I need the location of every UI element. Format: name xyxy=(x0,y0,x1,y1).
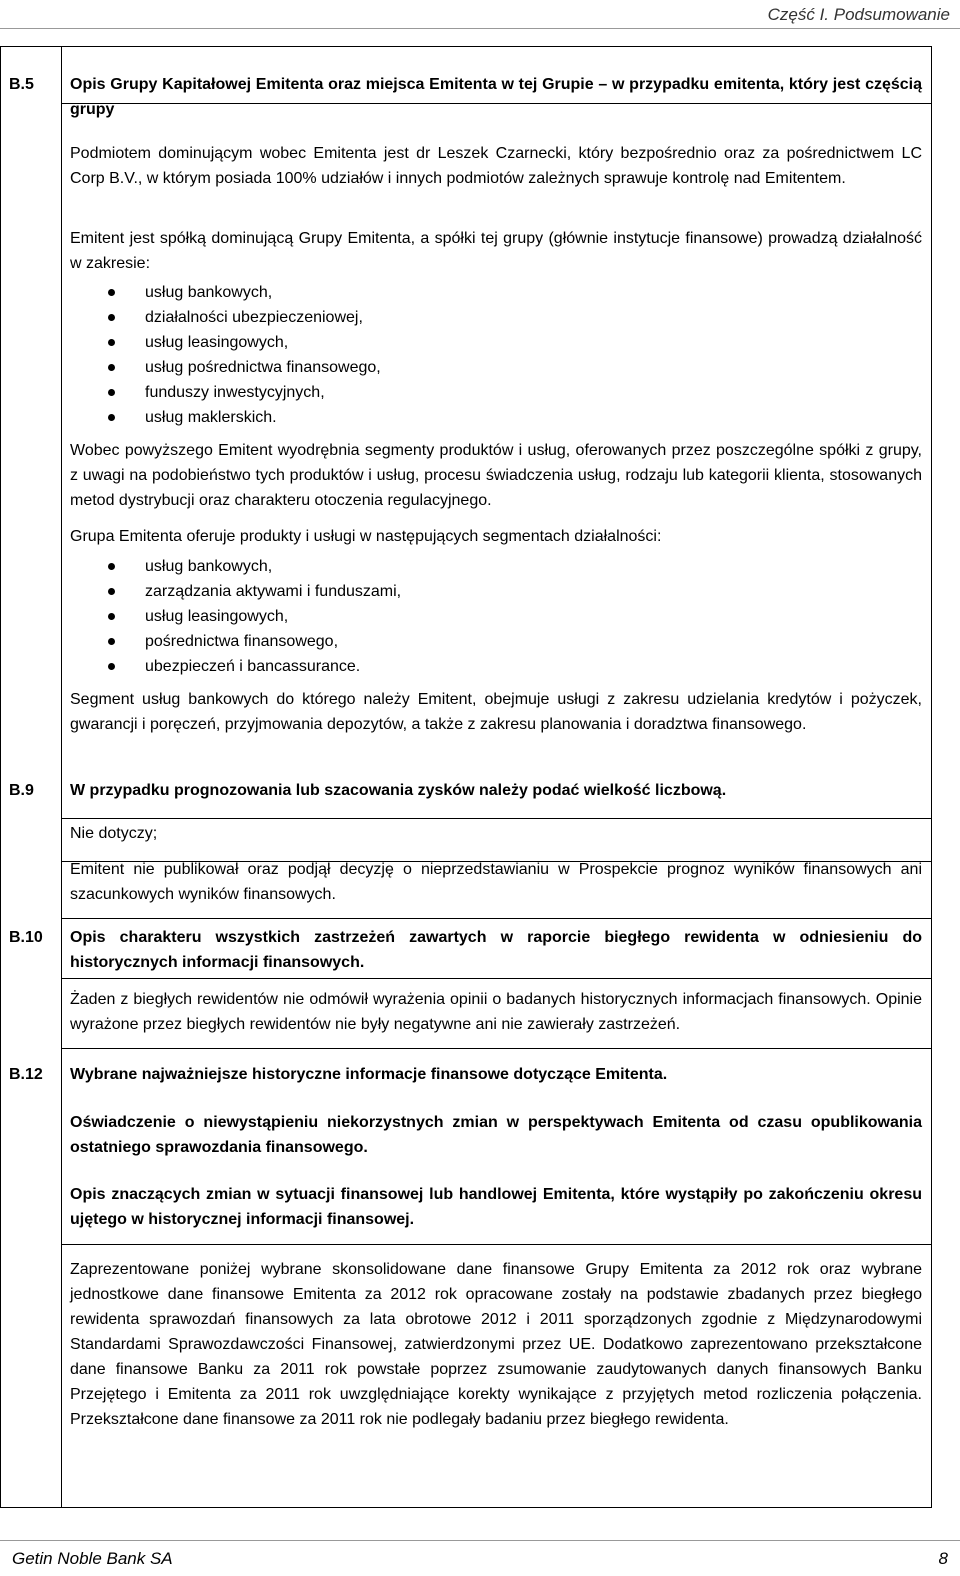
footer-divider xyxy=(0,1540,960,1541)
bullet-list-segments xyxy=(70,554,922,679)
row-divider xyxy=(61,1048,931,1049)
list-item: ubezpieczeń i bancassurance. xyxy=(70,654,922,679)
list-item: działalności ubezpieczeniowej, xyxy=(70,305,922,330)
subheading: Oświadczenie o niewystąpieniu niekorzystnych zmian w perspektywach Emitenta od czasu opublikowania ostatniego sprawozdania finansowego. xyxy=(70,1114,922,1156)
list-item: usług leasingowych, xyxy=(70,604,922,629)
section-code-b12: B.12 xyxy=(9,1066,43,1083)
section-header: Część I. Podsumowanie xyxy=(767,5,950,24)
paragraph: Emitent nie publikował oraz podjął decyzję o nieprzedstawianiu w Prospekcie prognoz wyników finansowych ani szacunkowych wyników finansowych. xyxy=(70,861,922,903)
list-item: pośrednictwa finansowego, xyxy=(70,629,922,654)
section-title-b12: Wybrane najważniejsze historyczne informacje finansowe dotyczące Emitenta. xyxy=(70,1066,668,1083)
footer-company: Getin Noble Bank SA xyxy=(12,1549,173,1568)
list-item: usług pośrednictwa finansowego, xyxy=(70,355,922,380)
list-item: usług bankowych, xyxy=(70,280,922,305)
row-divider xyxy=(61,918,931,919)
row-divider xyxy=(61,1244,931,1245)
section-code-b9: B.9 xyxy=(9,782,34,799)
paragraph: Emitent jest spółką dominującą Grupy Emitenta, a spółki tej grupy (głównie instytucje finansowe) prowadzą działalność w zakresie: xyxy=(70,230,922,272)
column-divider xyxy=(61,47,62,1507)
paragraph: Żaden z biegłych rewidentów nie odmówił wyrażenia opinii o badanych historycznych informacjach finansowych. Opinie wyrażone przez biegłych rewidentów nie były negatywne ani nie zawierały zastrzeżeń. xyxy=(70,991,922,1033)
section-code-b5: B.5 xyxy=(9,76,34,93)
list-item: usług maklerskich. xyxy=(70,405,922,430)
list-item: zarządzania aktywami i funduszami, xyxy=(70,579,922,604)
page-number: 8 xyxy=(938,1549,948,1568)
row-divider xyxy=(61,978,931,979)
header-divider xyxy=(0,28,960,29)
paragraph: Grupa Emitenta oferuje produkty i usługi w następujących segmentach działalności: xyxy=(70,528,662,545)
paragraph: Nie dotyczy; xyxy=(70,825,158,842)
subheading: Opis znaczących zmian w sytuacji finansowej lub handlowej Emitenta, które wystąpiły po zakończeniu okresu ujętego w historycznej informacji finansowej. xyxy=(70,1186,922,1228)
paragraph: Zaprezentowane poniżej wybrane skonsolidowane dane finansowe Grupy Emitenta za 2012 rok oraz wybrane jednostkowe dane finansowe Emitenta za 2012 rok opracowane zostały na podstawie zbadanych przez biegłego rewidenta sprawozdań finansowych za lata obrotowe 2012 i 2011 sporządzonych zgodnie z Międzynarodowymi Standardami Sprawozdawczości Finansowej, zatwierdzonymi przez UE. Dodatkowo zaprezentowano przekształcone dane finansowe Banku za 2011 rok powstałe poprzez zsumowanie zaudytowanych danych finansowych Banku Przejętego i Emitenta za 2011 rok uwzględniające korekty wynikające z przyjętych metod rozliczenia połączenia. Przekształcone dane finansowe za 2011 rok nie podlegały badaniu przez biegłego rewidenta. xyxy=(70,1261,922,1428)
row-divider xyxy=(61,818,931,819)
section-title-b5: Opis Grupy Kapitałowej Emitenta oraz miejsca Emitenta w tej Grupie – w przypadku emitenta, który jest częścią grupy xyxy=(70,76,922,118)
paragraph: Segment usług bankowych do którego należy Emitent, obejmuje usługi z zakresu udzielania kredytów i pożyczek, gwarancji i poręczeń, przyjmowania depozytów, a także z zakresu planowania i doradztwa finansowego. xyxy=(70,691,922,733)
paragraph: Wobec powyższego Emitent wyodrębnia segmenty produktów i usług, oferowanych przez poszczególne spółki z grupy, z uwagi na podobieństwo tych produktów i usług, procesu świadczenia usług, rodzaju lub kategorii klienta, stosowanych metod dystrybucji oraz charakteru otoczenia regulacyjnego. xyxy=(70,442,922,509)
paragraph: Podmiotem dominującym wobec Emitenta jest dr Leszek Czarnecki, który bezpośrednio oraz za pośrednictwem LC Corp B.V., w którym posiada 100% udziałów i innych podmiotów zależnych sprawuje kontrolę nad Emitentem. xyxy=(70,145,922,187)
section-title-b9: W przypadku prognozowania lub szacowania zysków należy podać wielkość liczbową. xyxy=(70,782,727,799)
list-item: funduszy inwestycyjnych, xyxy=(70,380,922,405)
bullet-list-activities xyxy=(70,280,922,430)
list-item: usług bankowych, xyxy=(70,554,922,579)
section-title-b10: Opis charakteru wszystkich zastrzeżeń zawartych w raporcie biegłego rewidenta w odniesieniu do historycznych informacji finansowych. xyxy=(70,929,922,971)
section-code-b10: B.10 xyxy=(9,929,43,946)
list-item: usług leasingowych, xyxy=(70,330,922,355)
